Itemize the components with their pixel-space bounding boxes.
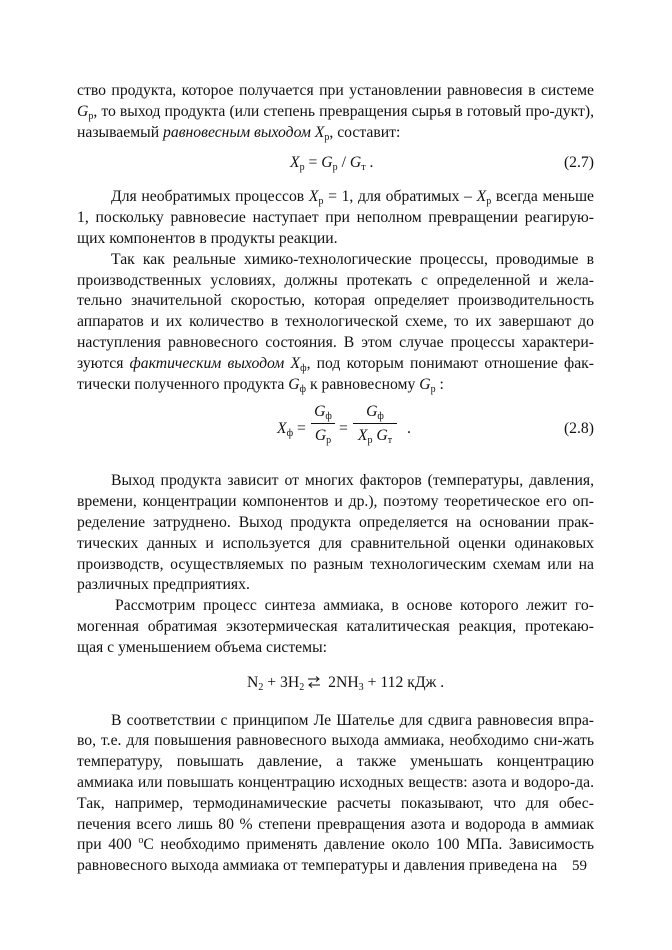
paragraph-5: Рассмотрим процесс синтеза аммиака, в основе которого лежит го-могенная обратимая экзотермическая каталитическая реакция, протекаю-щая с уменьшением объема системы: bbox=[77, 597, 594, 656]
reaction-equation: $N_2 + 3H_2$ $2NH_3 + 112$ кДж . bbox=[247, 673, 445, 693]
paragraph-2: Для необратимых процессов $X_р = 1$, для обратимых – $X_р$ всегда меньше 1, поскольку равновесие наступает при неполном превращении реагирую-щих компонентов в продукты реакции. bbox=[77, 188, 594, 247]
page-content bbox=[77, 81, 594, 877]
equilibrium-arrows-icon bbox=[307, 676, 321, 690]
paragraph-4: Выход продукта зависит от многих факторов (температуры, давления, времени, концентрации компонентов и др.), поэтому теоретическое его оп-ределение затруднено. Выход продукта определяется на основании прак-тических данных и используется для сравнительной оценки одинаковых производств, осуществляемых по разным технологическим схемам или на различных предприятиях. bbox=[77, 472, 594, 594]
equation-2-8: $X_ф$ = $G_ф$ $G_р$ = $G_ф$ $X_р$ $G_т$ . (2.8) bbox=[277, 403, 594, 447]
paragraph-3: Так как реальные химико-технологические процессы, проводимые в производственных условиях, должны протекать с определенной и жела-тельно значительной скоростью, которая определяет производительность аппаратов и их количество в технологической схеме, то их завершают до наступления равновесного состояния. В этом случае процессы характери-зуются фактическим выходом $X_ф$, под которым понимают отношение фак-тически полученного продукта $G_ф$ к равновесному $G_р$ : bbox=[77, 250, 595, 395]
equation-number: (2.8) bbox=[563, 420, 594, 438]
paragraph-6: В соответствии с принципом Ле Шателье для сдвига равновесия впра-во, т.е. для повышения равновесного выхода аммиака, необходимо сни-жать температуру, повышать давление, а также уменьшать концентрацию аммиака или повышать концентрацию исходных веществ: азота и водоро-да. Так, например, термодинамические расчеты показывают, что для обес-печения всего лишь 80 % степени превращения азота и водорода в аммиак при 400 $^о$С необходимо применять давление около 100 МПа. Зависимость равновесного выхода аммиака от температуры и давления приведена на bbox=[77, 711, 594, 875]
page-number: 59 bbox=[572, 858, 587, 874]
fraction-gf-xpgt: $G_ф$ $X_р$ $G_т$ bbox=[353, 403, 397, 445]
paragraph-1: ство продукта, которое получается при установлении равновесия в системе $G_р$, то выход продукта (или степень превращения сырья в готовый про-дукт), называемый равновесным выходом $X_р$, составит: bbox=[77, 82, 594, 143]
fraction-gf-gp: $G_ф$ $G_р$ bbox=[311, 403, 335, 445]
equation-number: (2.7) bbox=[563, 154, 594, 172]
equation-2-7: $X_р = G_р / G_т$ . (2.7) bbox=[290, 154, 594, 174]
